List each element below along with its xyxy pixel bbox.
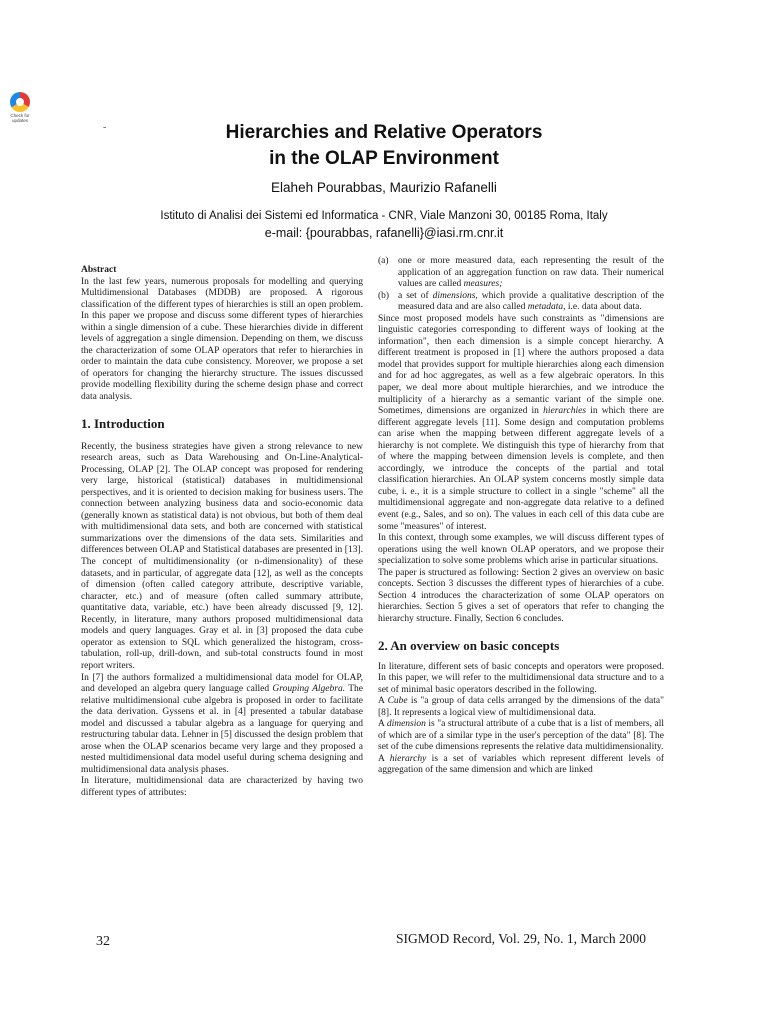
right-paragraph-1 [378, 314, 664, 533]
list-item-b [378, 291, 664, 314]
hier-text-a: A [378, 753, 390, 764]
intro-paragraph-3: In literature, multidimensional data are characterized by having two different types of attributes: [81, 776, 363, 798]
affiliation: Istituto di Analisi dei Sistemi ed Informatica - CNR, Viale Manzoni 30, 00185 Roma, Italy [160, 210, 608, 222]
dim-emphasis: dimension [386, 719, 426, 730]
right-paragraph-3: The paper is structured as following: Section 2 gives an overview on basic concepts. Section 3 discusses the different types of hierarchies of a cube. Section 4 introduces the characterization of some OLAP operators on hierarchies. Section 5 gives a set of operators that refer to changing the hierarchy structure. Finally, Section 6 concludes. [378, 567, 664, 624]
intro-p2-emphasis: Grouping Algebra. [272, 684, 346, 695]
journal-citation: SIGMOD Record, Vol. 29, No. 1, March 2000 [396, 931, 646, 946]
dim-text-b: is "a structural attribute of a cube that is a list of members, all of which are of a similar type in the user's perception of the data" [8]. The set of the cube dimensions represents the relative data multidimensionality. [378, 719, 664, 753]
cube-definition [378, 696, 664, 719]
section-heading-overview: 2. An overview on basic concepts [378, 637, 560, 653]
list-b-text-3: i.e. data about data. [565, 302, 642, 313]
list-marker-b: (b) [378, 290, 390, 301]
section-heading-introduction: 1. Introduction [81, 415, 165, 431]
right-column [378, 256, 664, 777]
list-b-emphasis-2: metadata, [527, 302, 566, 313]
left-column [81, 265, 363, 800]
cube-text-a: A [378, 696, 388, 707]
dim-text-a: A [378, 719, 387, 730]
stray-mark: - [103, 122, 107, 133]
intro-paragraph-1: Recently, the business strategies have given a strong relevance to new research areas, such as Data Warehousing and On-Line-Analytical-Processing, OLAP [2]. The OLAP concept was proposed for rendering very large, historical (statistical) databases in multidimensional perspectives, and it is oriented to decision making for business users. The connection between analyzing business data and socio-economic data (generally known as statistical data) is not obvious, but both of them deal with multidimensional data sets, and both are concerned with statistical summarizations over the dimensions of the data sets. Similarities and differences between OLAP and Statistical databases are presented in [13]. The concept of multidimensionality (or n-dimensionality) of these datasets, and in particular, of aggregate data [12], as well as the concepts of dimension (often called category attribute, descriptive variable, character, etc.) and of measure (often called summary attribute, quantitative data, variable, etc.) have been already discussed [9, 12]. Recently, in literature, many authors proposed multidimensional data models and query languages. Gray et al. in [3] proposed the data cube operator as extension to SQL which generalized the histogram, cross-tabulation, roll-up, drill-down, and sub-total constructs found in most report writers. [81, 441, 363, 671]
right-paragraph-2: In this context, through some examples, we will discuss different types of operations using the well known OLAP operators, and we propose their specialization to solve some problems which arise in particular situations. [378, 533, 664, 567]
hier-text-b: is a set of variables which represent different levels of aggregation of the same dimension and which are linked [378, 753, 664, 776]
check-for-updates-icon[interactable] [10, 92, 30, 112]
list-body-a [398, 256, 664, 291]
intro-paragraph-2 [81, 673, 363, 777]
right-p1-text-b: in which there are different aggregate levels [11]. Some design and computation problems can arise when the mapping between different aggregate levels of a hierarchy is not complete. We distinguish this type of hierarchy from that of where the mapping between dimension levels is complete, and then accordingly, we introduce the concepts of the partial and total classification hierarchies. An OLAP system concerns mostly simple data cube, i. e., it is a simple structure to collect in a single "scheme" all the multidimensional aggregate and non-aggregate data relative to a defined event (e.g., Sales, and so on). The values in each cell of this data cube are some "measures" of interest. [378, 406, 664, 532]
intro-p2-text-b: The relative multidimensional cube algebra is proposed in order to facilitate the data derivation. Gyssens et al. in [4] presented a tabular database model and discussed a tabular algebra as a language for querying and restructuring tabular data. Lehner in [5] discussed the design problem that arose when the OLAP scenarios became very large and they proposed a nested multidimensional data model useful during schema designing and multidimensional data analysis phases. [81, 684, 363, 775]
title-line-2: in the OLAP Environment [269, 148, 499, 169]
title-line-1: Hierarchies and Relative Operators [225, 122, 543, 143]
list-b-emphasis-1: dimensions, [432, 290, 478, 301]
right-p1-text-a: Since most proposed models have such constraints as "dimensions are linguistic categories corresponding to different ways of looking at the information", then each dimension is a simple concept hierarchy. A different treatment is proposed in [1] where the authors proposed a data model that provides support for multiple hierarchies along each dimension and for ad hoc aggregates, as well as a few algebraic operators. In this paper, we deal more about multiple hierarchies, and we introduce the multiplicity of a hierarchy as a semantic variant of the simple one. Sometimes, dimensions are organized in [378, 313, 664, 417]
dimension-definition [378, 719, 664, 754]
list-b-text-2: which provide a qualitative description of the measured data and are also called [398, 290, 664, 313]
list-marker-a: (a) [378, 256, 389, 266]
check-for-updates-badge[interactable] [6, 92, 34, 123]
list-body-b [398, 291, 664, 314]
intro-p2-text-a: In [7] the authors formalized a multidimensional data model for OLAP, and developed an algebra query language called [81, 672, 363, 695]
abstract-text: In the last few years, numerous proposals for modelling and querying Multidimensional Databases (MDDB) are proposed. A rigorous classification of the different types of hierarchies is still an open problem. In this paper we propose and discuss some different types of hierarchies within a single dimension of a cube. These hierarchies divide in different levels of aggregation a single dimension. Depending on them, we discuss the characterization of some OLAP operators that refer to hierarchies in order to maintain the data cube consistency. Moreover, we propose a set of operators for changing the hierarchy structure. The issues discussed provide modelling flexibility during the scheme design phase and correct data analysis. [81, 276, 363, 403]
hierarchy-definition [378, 754, 664, 777]
list-a-text: one or more measured data, each representing the result of the application of an aggregation function on raw data. Their numerical values are called [398, 256, 664, 290]
list-a-emphasis: measures; [463, 279, 503, 290]
email: e-mail: {pourabbas, rafanelli}@iasi.rm.cnr.it [264, 226, 504, 240]
paper-title [0, 120, 768, 172]
list-b-text-1: a set of [398, 290, 433, 301]
cube-text-b: is "a group of data cells arranged by the dimensions of the data" [8]. It represents a logical view of multidimensional data. [378, 696, 664, 718]
cube-emphasis: Cube [387, 696, 408, 707]
authors: Elaheh Pourabbas, Maurizio Rafanelli [271, 180, 497, 195]
check-for-updates-label: Check for updates [10, 113, 30, 123]
page-number: 32 [96, 934, 110, 949]
right-p1-emphasis: hierarchies [543, 406, 587, 417]
overview-paragraph-1: In literature, different sets of basic concepts and operators were proposed. In this paper, we will refer to the multidimensional data structure and to a set of minimal basic operators described in the following. [378, 661, 664, 695]
hier-emphasis: hierarchy [389, 753, 427, 764]
list-item-a [378, 256, 664, 291]
abstract-heading: Abstract [81, 265, 117, 275]
